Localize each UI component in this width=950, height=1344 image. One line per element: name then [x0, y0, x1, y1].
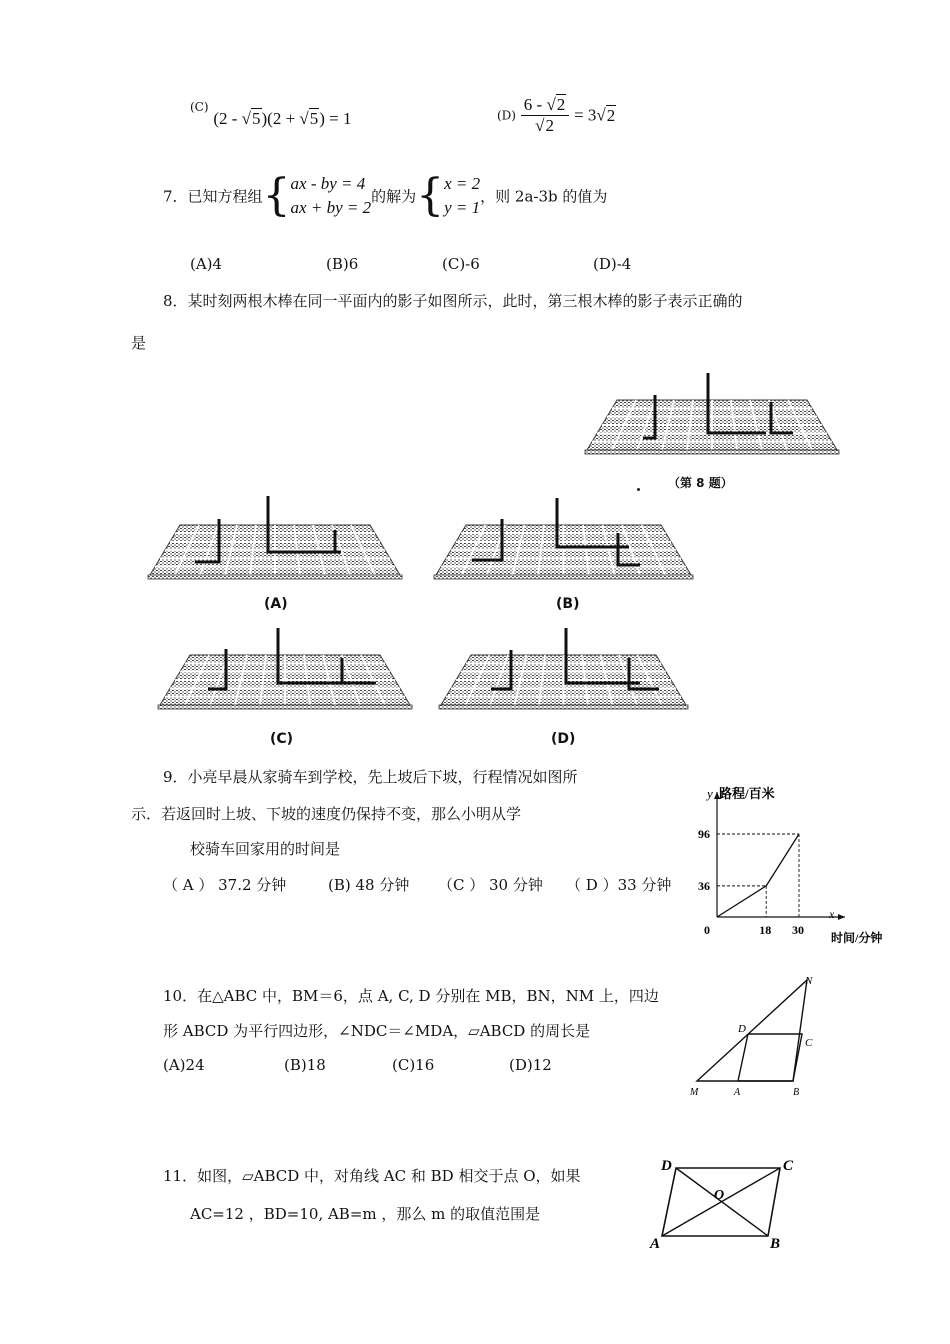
- label-b-q11: B: [770, 1236, 781, 1252]
- q9-y-title: 路程/百米: [719, 786, 775, 801]
- q11-stem-line2: AC=12 ，BD=10, AB=m ，那么 m 的取值范围是: [190, 1205, 541, 1223]
- q10-stem-line2: 形 ABCD 为平行四边形，∠NDC＝∠MDA，▱ABCD 的周长是: [163, 1022, 591, 1040]
- q6-c-label: (C): [190, 100, 209, 114]
- q8-option-d-figure: [439, 628, 688, 709]
- label-d: D: [738, 1023, 746, 1035]
- q8-option-a-figure: [148, 496, 402, 579]
- q7-option-b: (B)6: [326, 255, 359, 273]
- q8-option-b-figure: [434, 498, 693, 579]
- q9-x-axis-label: x: [829, 907, 835, 921]
- q9-x-tick-18: 18: [759, 923, 772, 937]
- q9-graph: [695, 782, 905, 952]
- q9-axes: [714, 792, 845, 920]
- label-d-q11: D: [661, 1158, 672, 1174]
- q9-series-line: [717, 834, 799, 917]
- label-o-q11: O: [714, 1188, 725, 1203]
- q9-stem-line1: 9．小亮早晨从家骑车到学校，先上坡后下坡，行程情况如图所: [163, 768, 578, 786]
- label-n: N: [805, 975, 813, 987]
- q9-option-d: （ D ）33 分钟: [566, 876, 672, 894]
- parallelogram-abcd: [738, 1034, 802, 1081]
- q7-stem: 7．已知方程组{ ax - by = 4 ax + by = 2 的解为{ x = 2 y = 1 ，则 2a-3b 的值为: [163, 170, 608, 221]
- q6-d-label: (D): [497, 108, 516, 123]
- q9-y-tick-96: 96: [698, 827, 710, 841]
- q6-c-expression: (2 - √5)(2 + √5) = 1: [213, 109, 352, 128]
- q9-origin-label: 0: [704, 923, 710, 937]
- label-a-q11: A: [650, 1236, 661, 1252]
- q10-figure: [685, 970, 835, 1100]
- q6-d-fraction: $\frac{6 - √2}{√2}$: [521, 95, 570, 136]
- q10-option-d: (D)12: [509, 1056, 552, 1074]
- label-a: A: [734, 1087, 741, 1098]
- q6-d-rhs: = 3√2: [574, 105, 616, 125]
- q8-label-c: (C): [270, 731, 294, 747]
- q8-stem-line2: 是: [131, 334, 147, 352]
- label-b: B: [793, 1087, 800, 1098]
- q7-option-a: (A)4: [190, 255, 223, 273]
- label-c: C: [805, 1037, 813, 1049]
- q9-stem-line3: 校骑车回家用的时间是: [190, 840, 341, 858]
- label-m: M: [690, 1087, 699, 1098]
- q8-given-figure: [585, 373, 839, 454]
- q8-stem-line1: 8．某时刻两根木棒在同一平面内的影子如图所示，此时，第三根木棒的影子表示正确的: [163, 292, 743, 310]
- q9-option-c: （C ） 30 分钟: [438, 876, 543, 894]
- q11-stem-line1: 11．如图，▱ABCD 中，对角线 AC 和 BD 相交于点 O，如果: [163, 1167, 581, 1185]
- q7-option-c: (C)-6: [442, 255, 480, 273]
- q9-option-a: （ A ） 37.2 分钟: [163, 876, 287, 894]
- q8-label-d: (D): [551, 731, 576, 747]
- q9-x-title: 时间/分钟: [831, 931, 883, 945]
- q9-option-b: (B) 48 分钟: [328, 876, 410, 894]
- q10-option-a: (A)24: [163, 1056, 205, 1074]
- q10-option-c: (C)16: [392, 1056, 435, 1074]
- q8-label-a: (A): [264, 596, 288, 612]
- q9-y-axis-label: y: [707, 786, 713, 801]
- label-c-q11: C: [783, 1158, 794, 1174]
- q10-stem-line1: 10．在△ABC 中，BM＝6，点 A, C, D 分别在 MB，BN，NM 上，四边: [163, 987, 659, 1005]
- q7-solution: x = 2 y = 1: [444, 174, 481, 217]
- q9-x-tick-30: 30: [792, 923, 804, 937]
- q7-option-d: (D)-4: [593, 255, 632, 273]
- triangle-mnb: [697, 980, 807, 1081]
- q8-label-b: (B): [556, 596, 580, 612]
- q9-y-tick-36: 36: [698, 878, 710, 893]
- q10-option-b: (B)18: [284, 1056, 326, 1074]
- q8-option-c-figure: [158, 628, 412, 709]
- q7-equation-system: ax - by = 4 ax + by = 2: [290, 174, 372, 217]
- q11-figure: [648, 1152, 808, 1252]
- q8-caption: （第 8 题）: [668, 476, 733, 490]
- q9-stem-line2: 示．若返回时上坡、下坡的速度仍保持不变，那么小明从学: [131, 805, 522, 823]
- stray-dot: [637, 488, 640, 491]
